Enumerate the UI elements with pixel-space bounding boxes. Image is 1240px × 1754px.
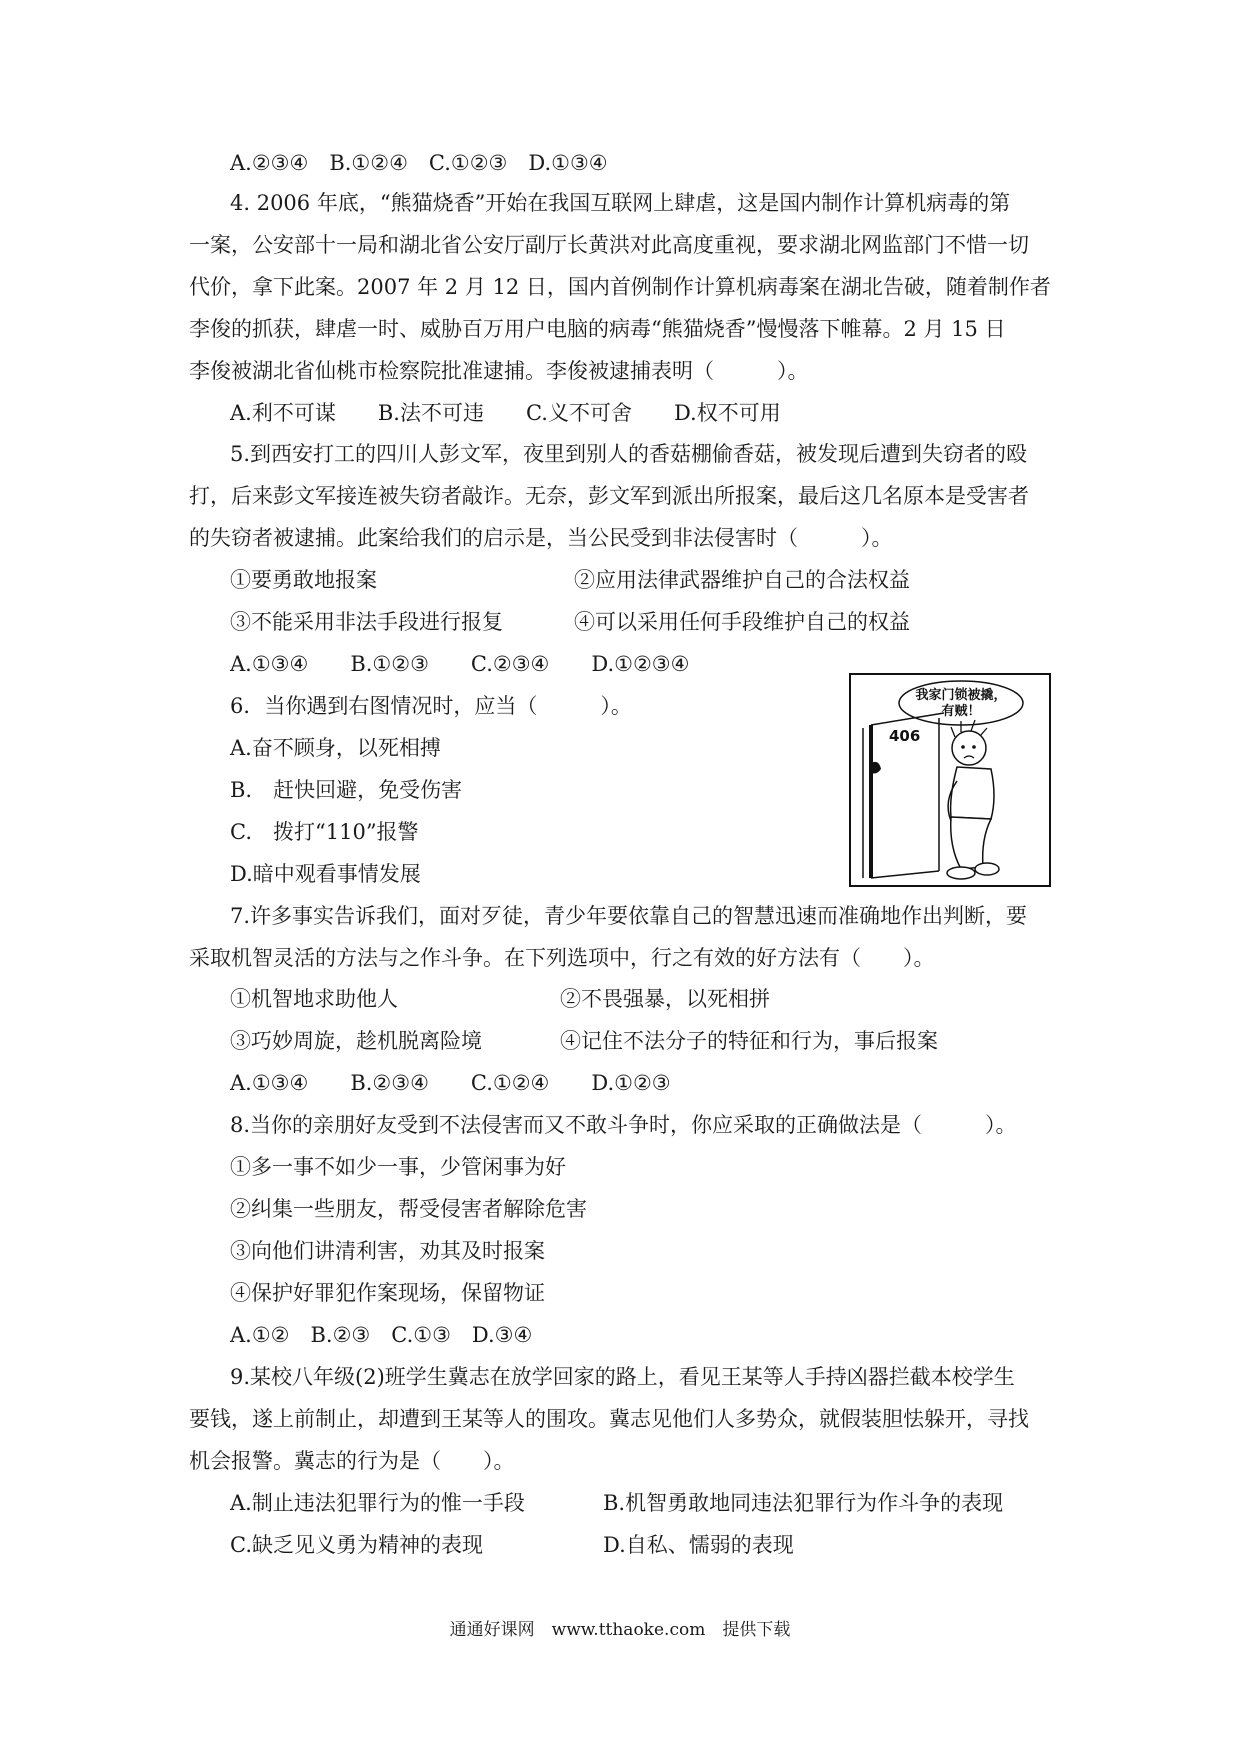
text-line: 5.到西安打工的四川人彭文军，夜里到别人的香菇棚偷香菇，被发现后遭到失窃者的殴 — [230, 442, 1028, 466]
text-line: 机会报警。冀志的行为是（ ）。 — [189, 1449, 515, 1473]
door-number: 406 — [889, 727, 921, 745]
text-line: C. 拨打“110”报警 — [230, 820, 419, 844]
text-line: 代价，拿下此案。2007 年 2 月 12 日，国内首例制作计算机病毒案在湖北告破，随着制作者 — [189, 275, 1051, 299]
text-line: D.自私、懦弱的表现 — [603, 1533, 794, 1557]
text-line: ②纠集一些朋友，帮受侵害者解除危害 — [230, 1197, 587, 1221]
text-line: A.①② B.②③ C.①③ D.③④ — [230, 1323, 533, 1347]
text-line: 要钱，遂上前制止，却遭到王某等人的围攻。冀志见他们人多势众，就假装胆怯躲开，寻找 — [189, 1407, 1029, 1431]
text-line: ③向他们讲清利害，劝其及时报案 — [230, 1239, 545, 1263]
text-line: A.①③④ B.②③④ C.①②④ D.①②③ — [230, 1071, 671, 1095]
text-line: 的失窃者被逮捕。此案给我们的启示是，当公民受到非法侵害时（ ）。 — [189, 526, 893, 550]
text-line: ②不畏强暴，以死相拼 — [560, 987, 770, 1011]
text-line: 9.某校八年级(2)班学生冀志在放学回家的路上，看见王某等人手持凶器拦截本校学生 — [230, 1365, 1015, 1389]
text-line: ①机智地求助他人 — [230, 987, 398, 1011]
person-eye — [972, 745, 976, 749]
text-line: B. 赶快回避，免受伤害 — [230, 778, 463, 802]
page-footer: 通通好课网 www.tthaoke.com 提供下载 — [449, 1620, 791, 1640]
text-line: A.①③④ B.①②③ C.②③④ D.①②③④ — [230, 652, 690, 676]
text-line: A.制止违法犯罪行为的惟一手段 — [230, 1491, 525, 1515]
cartoon-illustration — [849, 673, 1051, 887]
text-line: ④保护好罪犯作案现场，保留物证 — [230, 1281, 545, 1305]
text-line: ③不能采用非法手段进行报复 — [230, 610, 503, 634]
text-line: 打，后来彭文军接连被失窃者敲诈。无奈，彭文军到派出所报案，最后这几名原本是受害者 — [189, 484, 1029, 508]
text-line: 7.许多事实告诉我们，面对歹徒，青少年要依靠自己的智慧迅速而准确地作出判断，要 — [230, 904, 1028, 928]
person-shoe — [975, 863, 999, 875]
person-body — [951, 767, 994, 819]
text-line: A.利不可谋 B.法不可违 C.义不可舍 D.权不可用 — [230, 401, 781, 425]
text-line: 李俊被湖北省仙桃市检察院批准逮捕。李俊被逮捕表明（ ）。 — [189, 359, 809, 383]
text-line: ①要勇敢地报案 — [230, 568, 377, 592]
person-shoe — [947, 867, 975, 879]
text-line: ③巧妙周旋，趁机脱离险境 — [230, 1029, 482, 1053]
text-line: D.暗中观看事情发展 — [230, 862, 421, 886]
text-line: 8.当你的亲朋好友受到不法侵害而又不敢斗争时，你应采取的正确做法是（ ）。 — [230, 1113, 1017, 1137]
text-line: ④可以采用任何手段维护自己的权益 — [574, 610, 910, 634]
text-line: A.奋不顾身，以死相搏 — [230, 736, 441, 760]
text-line: ①多一事不如少一事，少管闲事为好 — [230, 1155, 566, 1179]
person-eye — [961, 745, 965, 749]
speech-line-1: 我家门锁被撬， — [915, 688, 1007, 703]
text-line: 4. 2006 年底，“熊猫烧香”开始在我国互联网上肆虐，这是国内制作计算机病毒的第 — [230, 191, 1011, 215]
text-line: B.机智勇敢地同违法犯罪行为作斗争的表现 — [603, 1491, 1004, 1515]
text-line: 一案，公安部十一局和湖北省公安厅副厅长黄洪对此高度重视，要求湖北网监部门不惜一切 — [189, 233, 1029, 257]
text-line: C.缺乏见义勇为精神的表现 — [230, 1533, 483, 1557]
text-line: A.②③④ B.①②④ C.①②③ D.①③④ — [230, 151, 608, 175]
person-head — [952, 731, 986, 765]
text-line: 6．当你遇到右图情况时，应当（ ）。 — [230, 694, 632, 718]
text-line: ②应用法律武器维护自己的合法权益 — [574, 568, 910, 592]
text-line: ④记住不法分子的特征和行为，事后报案 — [560, 1029, 938, 1053]
text-line: 采取机智灵活的方法与之作斗争。在下列选项中，行之有效的好方法有（ ）。 — [189, 946, 935, 970]
speech-line-2: 有贼！ — [941, 704, 981, 719]
text-line: 李俊的抓获，肆虐一时、威胁百万用户电脑的病毒“熊猫烧香”慢慢落下帷幕。2 月 15 日 — [189, 317, 1006, 341]
